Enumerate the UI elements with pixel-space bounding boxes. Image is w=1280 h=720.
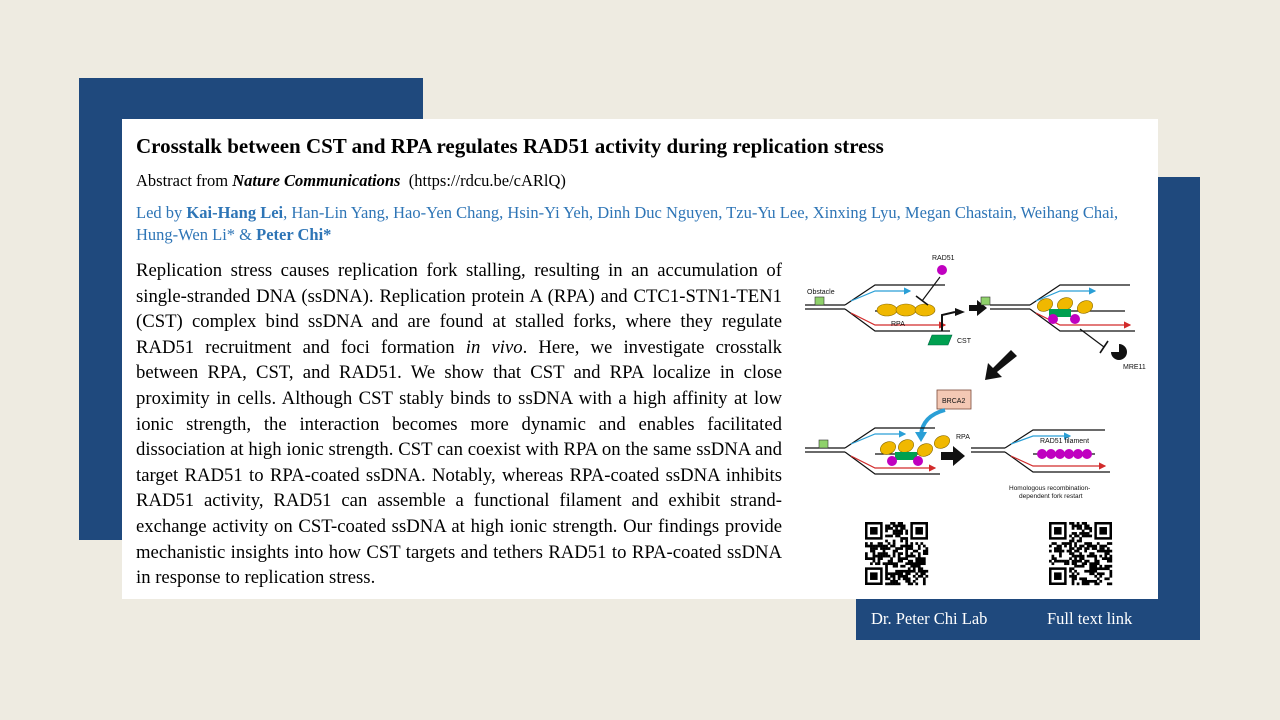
qr-code-lab[interactable] (858, 515, 935, 592)
rpa-blob (877, 304, 897, 316)
label-mre11: MRE11 (1123, 364, 1146, 371)
model-figure (795, 249, 1157, 507)
cst-shape (928, 335, 952, 345)
obstacle-block (815, 297, 824, 305)
rad51-bound (913, 456, 923, 466)
rpa-blob (896, 304, 916, 316)
author-list (136, 202, 1146, 246)
step-arrow-down (985, 350, 1017, 380)
frame-right-bar (1158, 177, 1200, 640)
rpa-released (932, 433, 952, 451)
model-diagram (795, 249, 1157, 507)
rad51-bound (1070, 314, 1080, 324)
label-restart-1: Homologous recombination- (1009, 485, 1091, 492)
abstract-italic: in vivo (465, 336, 523, 358)
step-arrow-right (941, 446, 965, 466)
paper-source (136, 171, 566, 191)
label-cst: CST (957, 338, 971, 345)
rpa-blob (915, 304, 935, 316)
authors-lead: Led by (136, 203, 183, 222)
label-rpa-top: RPA (891, 321, 905, 328)
rad51-filament (1037, 449, 1092, 459)
corresponding-author: Peter Chi* (256, 225, 332, 244)
label-rpa-bottom: RPA (956, 434, 970, 441)
brca2-arrow (921, 410, 945, 435)
label-filament: RAD51 filament (1040, 438, 1090, 445)
abstract-text: Replication stress causes replication fork stalling, resulting in an accumulation of single-stranded DNA (ssDNA). Replication protein A (RPA) and CTC1-STN1-TEN1 (CST) complex bind ssDNA and are found at stalled forks, where they regulate RAD51 recruitment and foci formation in vivo. Here, we investigate crosstalk between RPA, CST, and RAD51. We show that CST and RPA localize in close proximity in cells. Although CST stably binds to ssDNA with a high affinity at low ionic strength, the interaction becomes more dynamic and enables facilitated dissociation at high ionic strength. CST can coexist with RPA on the same ssDNA and target RAD51 to RPA-coated ssDNA. Notably, whereas RPA-coated ssDNA inhibits RAD51 activity, RAD51 can assemble a functional filament and exhibit strand-exchange activity on CST-coated ssDNA at high ionic strength. Our findings provide mechanistic insights into how CST targets and tethers RAD51 to RPA-coated ssDNA in response to replication stress. (136, 260, 783, 589)
label-rad51: RAD51 (932, 255, 955, 262)
qr-code-lab-image (858, 515, 935, 592)
label-restart-2: dependent fork restart (1019, 493, 1083, 500)
journal-name: Nature Communications (232, 171, 401, 190)
frame-top-left (79, 78, 423, 119)
qr-code-fulltext[interactable] (1040, 515, 1121, 592)
first-author: Kai-Hang Lei (186, 203, 284, 222)
full-text-link[interactable]: Full text link (1047, 609, 1133, 628)
other-authors: , Han-Lin Yang, Hao-Yen Chang, Hsin-Yi Yeh, Dinh Duc Nguyen, Tzu-Yu Lee, Xinxing Lyu, Megan Chastain, Weihang Chai, Hung-Wen Li* & (136, 203, 1119, 244)
inhibition-line (922, 277, 940, 301)
label-brca2: BRCA2 (942, 398, 966, 405)
label-obstacle: Obstacle (807, 289, 835, 296)
source-prefix: Abstract from (136, 171, 229, 190)
obstacle-block (981, 297, 990, 305)
lab-label: Dr. Peter Chi Lab (871, 609, 988, 628)
obstacle-block (819, 440, 828, 448)
recruit-arrow (942, 312, 955, 331)
qr-code-fulltext-image (1040, 515, 1121, 592)
mre11-pacman (1111, 344, 1127, 360)
paper-title: Crosstalk between CST and RPA regulates RAD51 activity during replication stress (136, 134, 884, 158)
paper-url[interactable]: (https://rdcu.be/cARlQ) (408, 171, 566, 190)
rad51-free (937, 265, 947, 275)
rad51-bound (887, 456, 897, 466)
frame-left-bar (79, 78, 122, 540)
rpa-blob (1075, 298, 1095, 316)
inhibition-mre11 (1080, 329, 1104, 347)
rad51-bound (1048, 314, 1058, 324)
